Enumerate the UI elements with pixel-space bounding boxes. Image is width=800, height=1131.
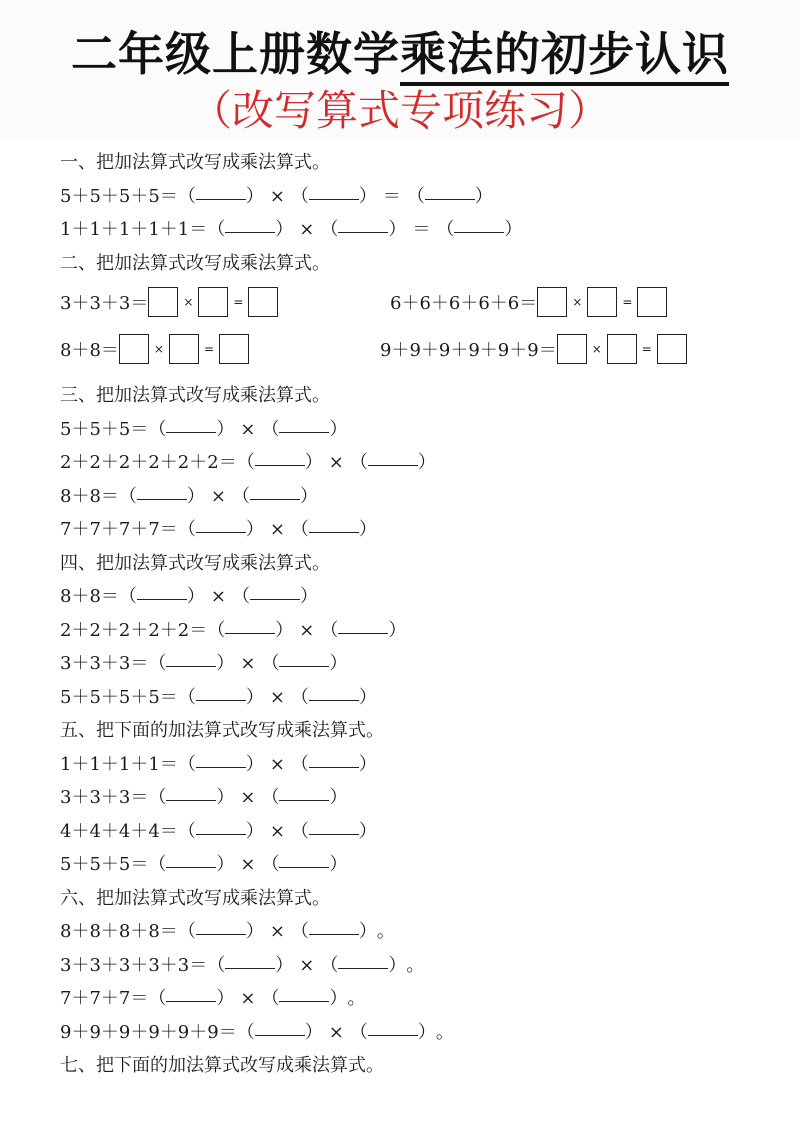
title-prefix: 二年级上册数学	[71, 27, 400, 81]
times-sign: ×	[299, 219, 315, 240]
times-sign: ×	[269, 185, 285, 207]
answer-blank[interactable]	[279, 786, 329, 801]
answer-blank[interactable]	[196, 185, 246, 200]
open-paren: （	[148, 418, 167, 440]
close-paren: ）	[388, 619, 407, 641]
open-paren: （	[261, 418, 280, 440]
close-paren: ）	[275, 219, 294, 240]
times-sign: ×	[269, 686, 285, 708]
page-title	[0, 18, 800, 84]
answer-blank[interactable]	[250, 485, 300, 500]
answer-blank[interactable]	[309, 686, 359, 701]
close-paren: ）	[329, 653, 348, 674]
open-paren: （	[207, 219, 226, 240]
period-mark: 。	[435, 1021, 454, 1043]
box-equation	[390, 285, 667, 318]
period-mark: 。	[347, 988, 366, 1009]
open-paren: （	[177, 820, 196, 842]
open-paren: （	[290, 753, 309, 775]
equation-line	[60, 748, 780, 782]
section-heading: 六、把加法算式改写成乘法算式。	[60, 887, 330, 909]
page-subtitle: （改写算式专项练习）	[189, 86, 610, 135]
close-paren: ）	[300, 586, 318, 607]
close-paren: ）	[216, 988, 235, 1009]
open-paren: （	[177, 519, 196, 540]
times-sign: ×	[210, 485, 226, 507]
answer-blank[interactable]	[166, 652, 216, 667]
open-paren: （	[290, 519, 309, 540]
times-sign: ×	[328, 452, 344, 473]
close-paren: ）	[358, 686, 377, 708]
close-paren: ）	[329, 854, 348, 875]
box-row	[60, 332, 780, 379]
close-paren: ）	[186, 586, 205, 607]
section-heading: 五、把下面的加法算式改写成乘法算式。	[60, 720, 384, 741]
open-paren: （	[177, 686, 196, 708]
close-paren: ）	[245, 820, 264, 842]
answer-box[interactable]	[219, 334, 249, 364]
close-paren: ）	[275, 619, 294, 641]
answer-blank[interactable]	[137, 585, 187, 600]
answer-blank[interactable]	[166, 853, 216, 868]
equation-text: 2＋2＋2＋2＋2＝	[60, 619, 208, 641]
times-sign: ×	[591, 341, 602, 356]
equation-line	[60, 949, 780, 983]
open-paren: （	[236, 1021, 255, 1043]
close-paren: ）	[358, 820, 377, 842]
times-sign: ×	[240, 418, 256, 440]
close-paren: ）	[329, 787, 348, 808]
answer-blank[interactable]	[196, 753, 246, 768]
times-sign: ×	[240, 854, 256, 875]
answer-blank[interactable]	[196, 920, 246, 935]
answer-box[interactable]	[198, 287, 228, 317]
close-paren: ）	[388, 219, 407, 240]
close-paren: ）	[358, 185, 377, 207]
answer-blank[interactable]	[368, 1021, 418, 1036]
open-paren: （	[261, 988, 280, 1009]
close-paren: ）	[216, 418, 235, 440]
open-paren: （	[349, 1021, 368, 1043]
equation-line	[60, 213, 780, 247]
open-paren: （	[177, 753, 196, 775]
close-paren: ）	[245, 185, 264, 207]
close-paren: ）	[329, 418, 348, 440]
answer-blank[interactable]	[225, 954, 275, 969]
close-paren: ）	[245, 519, 264, 540]
times-sign: ×	[269, 921, 285, 942]
section-heading: 七、把下面的加法算式改写成乘法算式。	[60, 1055, 384, 1076]
answer-blank[interactable]	[309, 518, 359, 533]
equation-line	[60, 815, 780, 849]
equation-text: 3＋3＋3＝	[60, 292, 149, 314]
close-paren: ）	[304, 1021, 323, 1043]
equation-text: 3＋3＋3＝	[60, 653, 149, 674]
answer-blank[interactable]	[196, 518, 246, 533]
equation-text: 7＋7＋7＋7＝	[60, 519, 178, 540]
equals-sign: =	[203, 341, 215, 356]
open-paren: （	[207, 619, 226, 641]
answer-blank[interactable]	[255, 1021, 305, 1036]
open-paren: （	[118, 485, 137, 507]
close-paren: ）	[388, 954, 407, 976]
equation-text: 8＋8＝	[60, 586, 119, 607]
equation-line	[60, 480, 780, 514]
close-paren: ）	[417, 1021, 436, 1043]
section-heading: 四、把加法算式改写成乘法算式。	[60, 552, 330, 574]
open-paren: （	[261, 787, 280, 808]
answer-blank[interactable]	[338, 218, 388, 233]
close-paren: ）	[245, 753, 264, 775]
equation-text: 1＋1＋1＋1＝	[60, 753, 178, 775]
answer-blank[interactable]	[338, 954, 388, 969]
box-equation	[380, 332, 687, 365]
answer-box[interactable]	[607, 334, 637, 364]
close-paren: ）	[504, 219, 523, 240]
worksheet-content	[60, 146, 780, 1083]
open-paren: （	[207, 954, 226, 976]
close-paren: ）	[304, 452, 323, 473]
answer-blank[interactable]	[309, 185, 359, 200]
answer-blank[interactable]	[255, 451, 305, 466]
answer-box[interactable]	[148, 287, 178, 317]
times-sign: ×	[240, 787, 256, 808]
answer-box[interactable]	[537, 287, 567, 317]
equation-text: 9＋9＋9＋9＋9＋9＝	[60, 1021, 237, 1043]
times-sign: ×	[572, 294, 583, 309]
equals-sign: ＝	[382, 185, 401, 207]
section-heading: 一、把加法算式改写成乘法算式。	[60, 152, 330, 173]
open-paren: （	[320, 619, 339, 641]
answer-blank[interactable]	[309, 820, 359, 835]
answer-box[interactable]	[587, 287, 617, 317]
open-paren: （	[177, 921, 196, 942]
equation-text: 5＋5＋5＝	[60, 418, 149, 440]
answer-blank[interactable]	[166, 418, 216, 433]
equation-text: 8＋8＝	[60, 339, 119, 361]
section-heading: 二、把加法算式改写成乘法算式。	[60, 252, 330, 274]
open-paren: （	[320, 219, 339, 240]
equation-line	[60, 982, 780, 1016]
equation-line	[60, 446, 780, 480]
open-paren: （	[118, 586, 137, 607]
open-paren: （	[148, 653, 167, 674]
close-paren: ）	[300, 485, 318, 507]
times-sign: ×	[240, 988, 256, 1009]
equation-line	[60, 647, 780, 681]
equation-text: 5＋5＋5＋5＝	[60, 185, 178, 207]
answer-blank[interactable]	[454, 218, 504, 233]
answer-blank[interactable]	[425, 185, 475, 200]
equation-text: 2＋2＋2＋2＋2＋2＝	[60, 452, 237, 473]
equation-line	[60, 681, 780, 715]
answer-blank[interactable]	[338, 619, 388, 634]
close-paren: ）	[358, 921, 377, 942]
close-paren: ）	[216, 653, 235, 674]
answer-box[interactable]	[637, 287, 667, 317]
open-paren: （	[232, 485, 250, 507]
close-paren: ）	[216, 787, 235, 808]
answer-blank[interactable]	[279, 418, 329, 433]
equation-text: 7＋7＋7＝	[60, 988, 149, 1009]
equation-text: 4＋4＋4＋4＝	[60, 820, 178, 842]
section-heading: 三、把加法算式改写成乘法算式。	[60, 385, 330, 406]
close-paren: ）	[245, 686, 264, 708]
answer-box[interactable]	[248, 287, 278, 317]
answer-blank[interactable]	[279, 853, 329, 868]
close-paren: ）	[186, 485, 205, 507]
open-paren: （	[236, 452, 255, 473]
open-paren: （	[261, 854, 280, 875]
close-paren: ）	[245, 921, 264, 942]
period-mark: 。	[376, 921, 395, 942]
equation-line	[60, 848, 780, 882]
period-mark: 。	[406, 954, 425, 976]
answer-blank[interactable]	[196, 686, 246, 701]
equation-line	[60, 413, 780, 447]
equals-sign: =	[233, 294, 244, 309]
title-highlight: 乘法的初步认识	[400, 27, 729, 86]
times-sign: ×	[328, 1021, 344, 1043]
open-paren: （	[148, 988, 167, 1009]
equation-line	[60, 180, 780, 214]
equation-line	[60, 614, 780, 648]
open-paren: （	[320, 954, 339, 976]
times-sign: ×	[299, 954, 315, 976]
times-sign: ×	[183, 294, 194, 309]
answer-blank[interactable]	[309, 920, 359, 935]
answer-blank[interactable]	[196, 820, 246, 835]
open-paren: （	[290, 686, 309, 708]
answer-blank[interactable]	[279, 987, 329, 1002]
box-row	[60, 285, 780, 332]
equation-text: 1＋1＋1＋1＋1＝	[60, 219, 208, 240]
open-paren: （	[290, 921, 309, 942]
close-paren: ）	[275, 954, 294, 976]
open-paren: （	[177, 185, 196, 207]
equation-line	[60, 1016, 780, 1050]
equation-line	[60, 513, 780, 547]
times-sign: ×	[210, 586, 226, 607]
answer-blank[interactable]	[166, 786, 216, 801]
close-paren: ）	[417, 452, 436, 473]
box-equation	[60, 285, 278, 318]
open-paren: （	[349, 452, 368, 473]
equation-text: 6＋6＋6＋6＋6＝	[390, 292, 538, 314]
answer-blank[interactable]	[225, 218, 275, 233]
close-paren: ）	[474, 185, 493, 207]
answer-blank[interactable]	[225, 619, 275, 634]
equation-line	[60, 580, 780, 614]
answer-box[interactable]	[657, 334, 687, 364]
open-paren: （	[406, 185, 425, 207]
close-paren: ）	[358, 753, 377, 775]
equation-line	[60, 781, 780, 815]
open-paren: （	[232, 586, 250, 607]
equals-sign: ＝	[412, 219, 431, 240]
equals-sign: =	[622, 294, 633, 309]
equation-text: 8＋8＋8＋8＝	[60, 921, 178, 942]
times-sign: ×	[299, 619, 315, 641]
equation-text: 5＋5＋5＝	[60, 854, 149, 875]
answer-box[interactable]	[119, 334, 149, 364]
open-paren: （	[148, 854, 167, 875]
open-paren: （	[148, 787, 167, 808]
answer-box[interactable]	[557, 334, 587, 364]
open-paren: （	[290, 820, 309, 842]
equation-text: 8＋8＝	[60, 485, 119, 507]
answer-blank[interactable]	[166, 987, 216, 1002]
times-sign: ×	[269, 820, 285, 842]
equation-text: 3＋3＋3＝	[60, 787, 149, 808]
equation-line	[60, 915, 780, 949]
open-paren: （	[261, 653, 280, 674]
times-sign: ×	[153, 341, 164, 356]
times-sign: ×	[269, 753, 285, 775]
answer-blank[interactable]	[279, 652, 329, 667]
answer-blank[interactable]	[309, 753, 359, 768]
times-sign: ×	[240, 653, 256, 674]
equation-text: 9＋9＋9＋9＋9＋9＝	[380, 339, 557, 361]
close-paren: ）	[216, 854, 235, 875]
box-equation	[60, 332, 249, 365]
equation-text: 3＋3＋3＋3＋3＝	[60, 954, 208, 976]
answer-blank[interactable]	[368, 451, 418, 466]
equation-text: 5＋5＋5＋5＝	[60, 686, 178, 708]
open-paren: （	[436, 219, 455, 240]
open-paren: （	[290, 185, 309, 207]
equals-sign: =	[641, 341, 652, 356]
answer-box[interactable]	[169, 334, 199, 364]
close-paren: ）	[358, 519, 377, 540]
answer-blank[interactable]	[250, 585, 300, 600]
times-sign: ×	[269, 519, 285, 540]
title-area	[0, 0, 800, 140]
answer-blank[interactable]	[137, 485, 187, 500]
close-paren: ）	[329, 988, 348, 1009]
